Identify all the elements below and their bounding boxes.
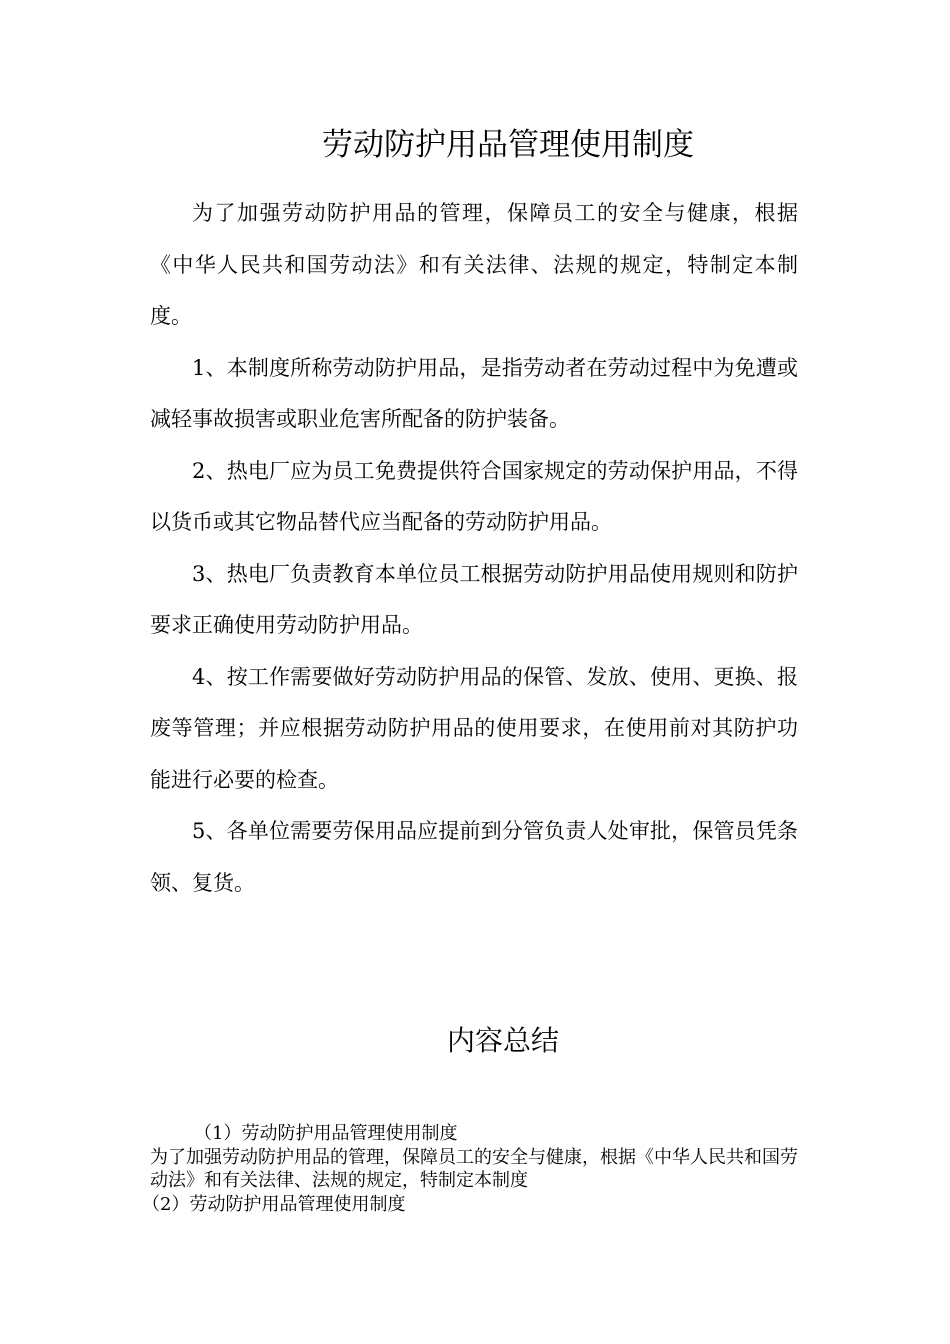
- summary-section: [142, 1122, 798, 1216]
- clause-3-paragraph: 3、热电厂负责教育本单位员工根据劳动防护用品使用规则和防护要求正确使用劳动防护用品。: [150, 561, 798, 637]
- summary-item-2-heading: （2）劳动防护用品管理使用制度: [142, 1193, 406, 1215]
- clause-1-paragraph: 1、本制度所称劳动防护用品，是指劳动者在劳动过程中为免遭或减轻事故损害或职业危害所配备的防护装备。: [150, 355, 798, 431]
- summary-item-1-body: 为了加强劳动防护用品的管理，保障员工的安全与健康，根据《中华人民共和国劳动法》和有关法律、法规的规定，特制定本制度: [150, 1146, 798, 1191]
- clause-5-paragraph: 5、各单位需要劳保用品应提前到分管负责人处审批，保管员凭条领、复货。: [150, 819, 798, 895]
- summary-title: 内容总结: [446, 1024, 559, 1057]
- document-body: [150, 188, 798, 909]
- clause-4-paragraph: 4、按工作需要做好劳动防护用品的保管、发放、使用、更换、报废等管理；并应根据劳动防护用品的使用要求，在使用前对其防护功能进行必要的检查。: [150, 664, 798, 792]
- clause-2-paragraph: 2、热电厂应为员工免费提供符合国家规定的劳动保护用品，不得以货币或其它物品替代应当配备的劳动防护用品。: [150, 458, 798, 534]
- summary-item-1-heading: （1）劳动防护用品管理使用制度: [194, 1123, 458, 1144]
- document-title: 劳动防护用品管理使用制度: [322, 127, 694, 163]
- intro-paragraph: 为了加强劳动防护用品的管理，保障员工的安全与健康，根据《中华人民共和国劳动法》和有关法律、法规的规定，特制定本制度。: [150, 201, 798, 328]
